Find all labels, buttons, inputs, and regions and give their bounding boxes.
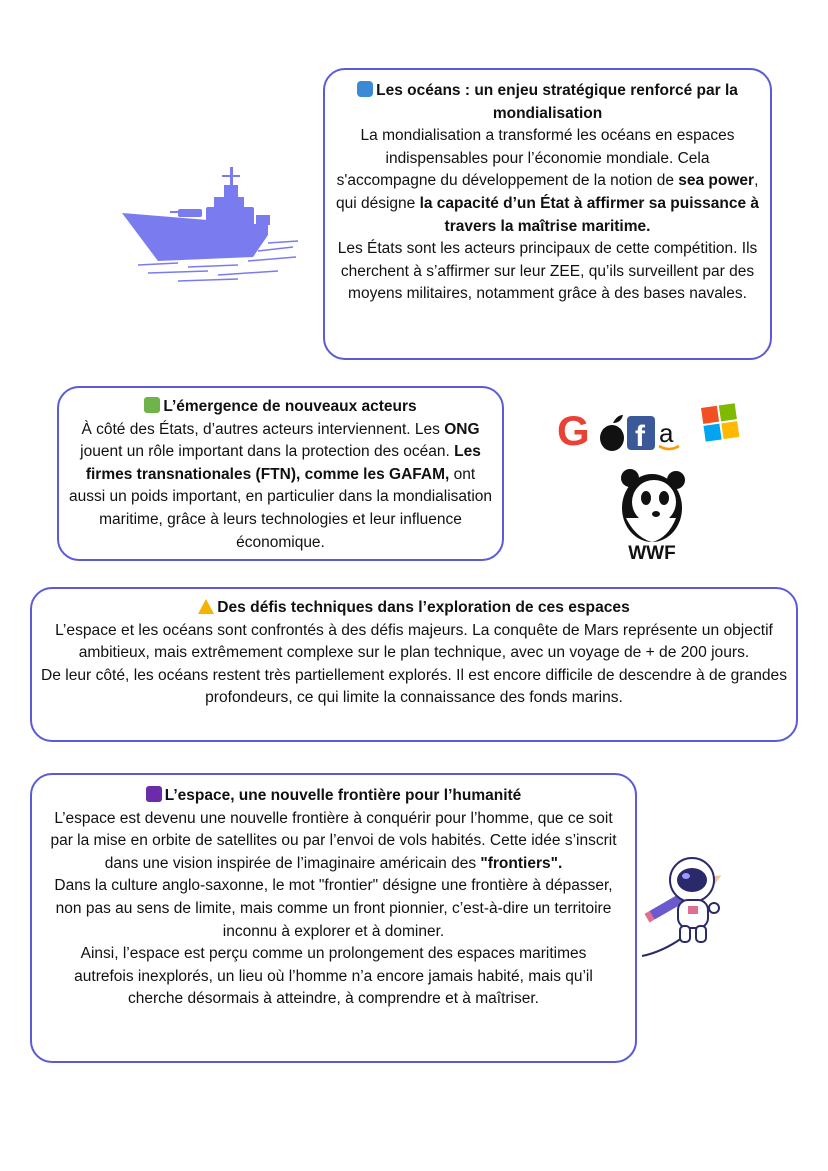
oceans-title bbox=[335, 80, 760, 125]
defis-title bbox=[36, 597, 792, 620]
acteurs-text-1: À côté des États, d’autres acteurs interviennent. Les bbox=[81, 420, 445, 438]
ftn-term: Les firmes transnationales (FTN), comme les GAFAM, bbox=[85, 443, 481, 483]
svg-text:WWF: WWF bbox=[628, 543, 676, 563]
acteurs-text-2: jouent un rôle important dans la protection des océan. bbox=[80, 443, 455, 461]
apple-logo bbox=[600, 415, 624, 451]
acteurs-card bbox=[57, 386, 504, 561]
wave-icon bbox=[357, 81, 373, 97]
oceans-card bbox=[323, 68, 772, 360]
oceans-paragraph-1 bbox=[335, 125, 760, 238]
gafam-logos bbox=[555, 400, 745, 460]
defis-paragraph-2: De leur côté, les océans restent très partiellement explorés. Il est encore difficile de descendre à de grandes profondeurs, ce qui limite la connaissance des fonds marins. bbox=[40, 666, 788, 707]
google-logo: G bbox=[557, 407, 590, 454]
warship-illustration bbox=[118, 165, 303, 285]
acteurs-text-3: ont aussi un poids important, en particulier dans la mondialisation maritime, grâce à leurs technologies et leur influence économique. bbox=[68, 465, 493, 551]
wwf-logo bbox=[612, 468, 692, 563]
espace-title bbox=[50, 785, 617, 808]
oceans-title-text: Les océans : un enjeu stratégique renforcé par la mondialisation bbox=[376, 82, 738, 122]
frontiers-term: "frontiers". bbox=[480, 854, 563, 872]
espace-paragraph-2: Dans la culture anglo-saxonne, le mot "frontier" désigne une frontière à dépasser, non pas au sens de limite, mais comme un front pionnier, c’est-à-dire un territoire inconnu à explorer et à dominer. bbox=[54, 877, 613, 940]
espace-title-text: L’espace, une nouvelle frontière pour l’humanité bbox=[164, 787, 522, 804]
oceans-p1-mid: , qui désigne bbox=[335, 172, 759, 212]
oceans-p1-text: La mondialisation a transformé les océans en espaces indispensables pour l’économie mondiale. Cela s'accompagne du développement de la notion de bbox=[336, 127, 735, 190]
sea-power-term: sea power bbox=[678, 172, 755, 190]
espace-paragraph-1 bbox=[50, 808, 617, 876]
espace-paragraph-3: Ainsi, l’espace est perçu comme un prolongement des espaces maritimes autrefois inexplorés, un lieu où l’homme n’a encore jamais habité, mais qu’il cherche désormais à atteindre, à comprendre et à maîtriser. bbox=[74, 945, 593, 1008]
warning-icon bbox=[198, 599, 214, 614]
astronaut-illustration bbox=[640, 852, 730, 962]
microsoft-logo bbox=[701, 403, 739, 441]
svg-text:f: f bbox=[635, 420, 645, 453]
sea-power-definition: la capacité d’un État à affirmer sa puissance à travers la maîtrise maritime. bbox=[419, 194, 759, 235]
ong-term: ONG bbox=[444, 420, 480, 438]
espace-p1-text: L’espace est devenu une nouvelle frontière à conquérir pour l’homme, que ce soit par la mise en orbite de satellites ou par l’envoi de vols habités. Cette idée s’inscrit dans une vision inspirée de l’imaginaire américain des bbox=[50, 809, 617, 872]
puzzle-icon bbox=[144, 397, 160, 413]
acteurs-title bbox=[67, 396, 494, 419]
acteurs-paragraph bbox=[67, 419, 494, 555]
defis-paragraph-1: L’espace et les océans sont confrontés à des défis majeurs. La conquête de Mars représente un objectif ambitieux, mais extrêmement complexe sur le plan technique, avec un voyage de + de 200 jours. bbox=[55, 621, 773, 662]
galaxy-icon bbox=[146, 786, 162, 802]
oceans-paragraph-2: Les États sont les acteurs principaux de cette compétition. Ils cherchent à s’affirmer sur leur ZEE, qu’ils surveillent par des moyens militaires, notamment grâce à des bases navales. bbox=[337, 240, 758, 303]
amazon-logo: a bbox=[659, 418, 674, 448]
defis-title-text: Des défis techniques dans l’exploration de ces espaces bbox=[217, 599, 630, 616]
acteurs-title-text: L’émergence de nouveaux acteurs bbox=[163, 398, 417, 415]
defis-card bbox=[30, 587, 798, 742]
espace-card bbox=[30, 773, 637, 1063]
